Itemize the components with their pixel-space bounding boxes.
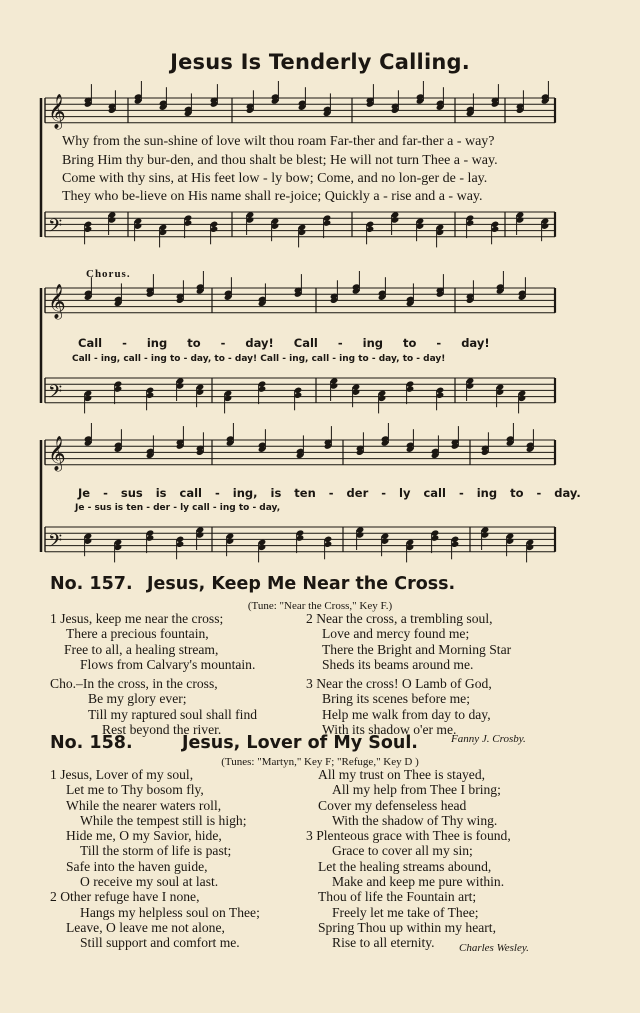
treble-clef: 𝄞 [48, 435, 66, 471]
verse-line: 1 Jesus, keep me near the cross; [50, 611, 224, 626]
verse-line: Make and keep me pure within. [332, 874, 505, 890]
hymn-title: Jesus Is Tenderly Calling. [170, 50, 470, 74]
verse-line: Still support and comfort me. [80, 935, 240, 951]
verse-line: With the shadow of Thy wing. [332, 812, 498, 828]
hymn-157-title: Jesus, Keep Me Near the Cross. [147, 574, 456, 594]
hymn-157-number: No. 157. [50, 574, 133, 594]
verse-line: 2 Other refuge have I none, [50, 889, 200, 905]
treble-clef: 𝄞 [48, 93, 66, 129]
verse-line: Hangs my helpless soul on Thee; [80, 904, 260, 920]
verse-line: Rise to all eternity. [332, 935, 435, 951]
hymn-157-left-verses [50, 611, 257, 737]
hymn-158-number: No. 158. [50, 733, 133, 753]
verse-line: Sheds its beams around me. [322, 656, 474, 672]
hymn-158-tune: (Tunes: "Martyn," Key F; "Refuge," Key D ) [221, 756, 419, 768]
verse-line: All my trust on Thee is stayed, [318, 767, 486, 782]
verse-line: Let me to Thy bosom fly, [66, 782, 204, 798]
verse-line-3: Come with thy sins, at His feet low - ly bow; Come, and no lon-ger de - lay. [62, 171, 488, 186]
verse-line-2: Bring Him thy bur-den, and thou shalt be blest; He will not turn Thee a - way. [62, 153, 498, 168]
verse-line: There a precious fountain, [66, 626, 209, 642]
hymn-158-left-verses [50, 767, 260, 951]
bass-clef: 𝄢 [48, 381, 63, 407]
verse-line: While the nearer waters roll, [66, 797, 222, 813]
chorus-line-1: Call - ing to - day! Call - ing to - day! [78, 336, 490, 350]
bass-clef: 𝄢 [48, 215, 63, 241]
verse-line-1: Why from the sun-shine of love wilt thou roam Far-ther and far-ther a - way? [62, 134, 495, 149]
verse-line: Rest beyond the river. [102, 722, 222, 738]
chorus-line-1-bass: Call - ing, call - ing to - day, to - day! Call - ing, call - ing to - day, to - day! [72, 354, 446, 364]
verse-line: Be my glory ever; [88, 691, 187, 707]
verse-line: 1 Jesus, Lover of my soul, [50, 767, 194, 782]
verse-line: 2 Near the cross, a trembling soul, [306, 611, 493, 626]
verse-line: O receive my soul at last. [80, 874, 219, 890]
verse-line: Till the storm of life is past; [80, 843, 232, 859]
verse-line: Cover my defenseless head [318, 797, 467, 813]
hymn-158-right-verses [306, 767, 511, 951]
verse-line: Cho.–In the cross, in the cross, [50, 676, 218, 692]
verse-line: Till my raptured soul shall find [88, 706, 258, 722]
verse-line: There the Bright and Morning Star [322, 641, 512, 657]
bass-clef: 𝄢 [48, 530, 63, 556]
verse-line-4: They who be-lieve on His name shall re-joice; Quickly a - rise and a - way. [62, 189, 483, 204]
chorus-line-2: Je - sus is call - ing, is ten - der - ly call - ing to - day. [78, 486, 581, 500]
verse-line: Love and mercy found me; [322, 626, 470, 642]
chorus-label: Chorus. [86, 268, 131, 280]
verse-line: Let the healing streams abound, [318, 858, 492, 874]
verse-line: Thou of life the Fountain art; [318, 889, 477, 905]
hymn-157-tune: (Tune: "Near the Cross," Key F.) [247, 600, 393, 612]
verse-line: Bring its scenes before me; [322, 691, 470, 707]
verse-line: Flows from Calvary's mountain. [80, 656, 256, 672]
verse-line: All my help from Thee I bring; [332, 782, 501, 798]
verse-line: With its shadow o'er me. [322, 722, 457, 738]
verse-line: Leave, O leave me not alone, [66, 919, 225, 935]
verse-line: Freely let me take of Thee; [332, 904, 479, 920]
verse-line: Spring Thou up within my heart, [318, 919, 496, 935]
hymn-158-author: Charles Wesley. [459, 942, 529, 954]
verse-line: Hide me, O my Savior, hide, [66, 828, 222, 844]
verse-line: Help me walk from day to day, [322, 706, 491, 722]
verse-line: 3 Plenteous grace with Thee is found, [306, 828, 511, 844]
hymn-157-right-verses [306, 611, 511, 737]
treble-clef: 𝄞 [48, 283, 66, 319]
verse-line: Grace to cover all my sin; [332, 843, 473, 859]
hymn-158-title: Jesus, Lover of My Soul. [182, 733, 418, 753]
chorus-line-2-bass: Je - sus is ten - der - ly call - ing to - day, [75, 503, 281, 513]
verse-line: Safe into the haven guide, [66, 858, 208, 874]
hymn-158-attribution: Fanny J. Crosby. [451, 733, 526, 745]
verse-line: 3 Near the cross! O Lamb of God, [306, 676, 492, 692]
verse-line: Free to all, a healing stream, [64, 641, 219, 657]
verse-line: While the tempest still is high; [80, 812, 247, 828]
